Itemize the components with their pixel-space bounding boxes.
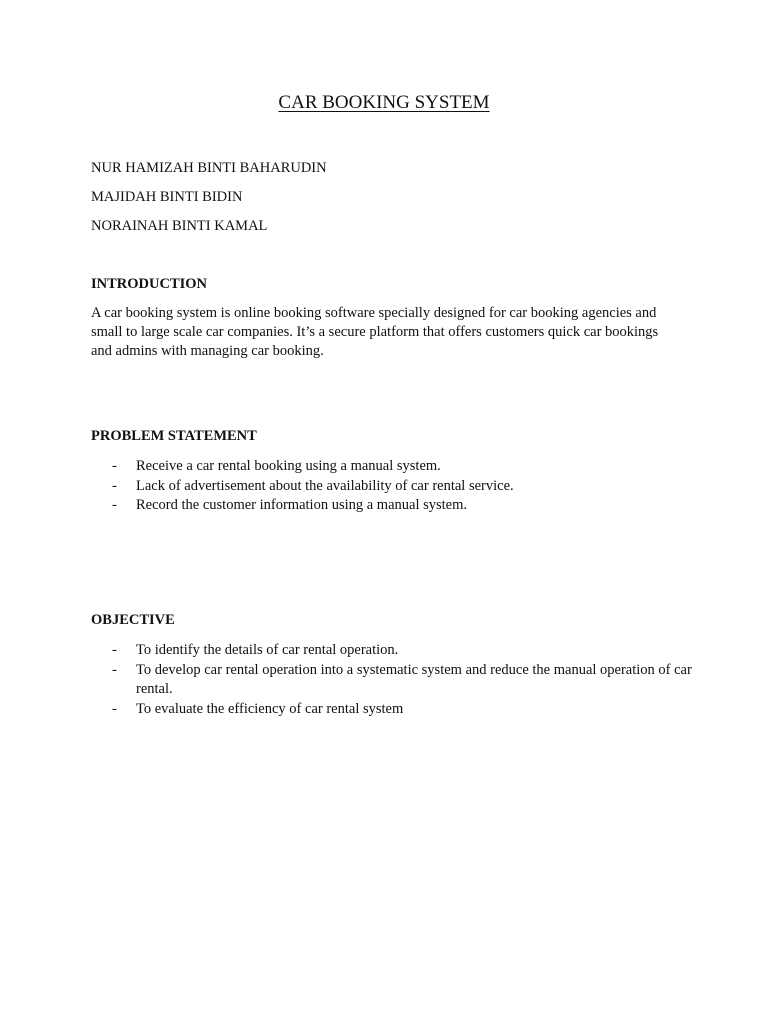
author-name: MAJIDAH BINTI BIDIN — [91, 189, 243, 205]
bullet-dash: - — [112, 661, 117, 678]
bullet-dash: - — [112, 477, 117, 494]
list-item-text: To identify the details of car rental operation. — [136, 642, 399, 658]
list-item — [112, 457, 692, 477]
introduction-paragraph — [91, 304, 691, 361]
paragraph-line: and admins with managing car booking. — [91, 343, 324, 359]
list-item-text: Lack of advertisement about the availability of car rental service. — [136, 477, 514, 494]
list-item-text: To develop car rental operation into a systematic system and reduce the manual operation of car rental. — [136, 661, 692, 697]
introduction-heading: INTRODUCTION — [91, 276, 208, 292]
list-item-text: Record the customer information using a manual system. — [136, 497, 468, 513]
bullet-dash: - — [112, 497, 117, 513]
author-name: NORAINAH BINTI KAMAL — [91, 218, 268, 234]
list-item — [112, 700, 692, 720]
document-title: CAR BOOKING SYSTEM — [278, 92, 490, 113]
list-item — [112, 641, 692, 661]
author-name: NUR HAMIZAH BINTI BAHARUDIN — [91, 160, 327, 176]
list-item — [112, 477, 692, 497]
paragraph-line: A car booking system is online booking software specially designed for car booking agencies and — [91, 305, 657, 321]
list-item — [112, 496, 692, 516]
bullet-dash: - — [112, 642, 117, 658]
objective-heading: OBJECTIVE — [91, 612, 175, 628]
objective-list — [112, 641, 692, 719]
bullet-dash: - — [112, 700, 117, 717]
bullet-dash: - — [112, 458, 117, 474]
list-item-text: To evaluate the efficiency of car rental system — [136, 700, 404, 717]
paragraph-line: small to large scale car companies. It’s a secure platform that offers customers quick car bookings — [91, 324, 659, 340]
list-item — [112, 661, 692, 700]
problem-statement-heading: PROBLEM STATEMENT — [91, 428, 257, 444]
list-item-text: Receive a car rental booking using a manual system. — [136, 458, 441, 474]
problem-statement-list — [112, 457, 692, 516]
